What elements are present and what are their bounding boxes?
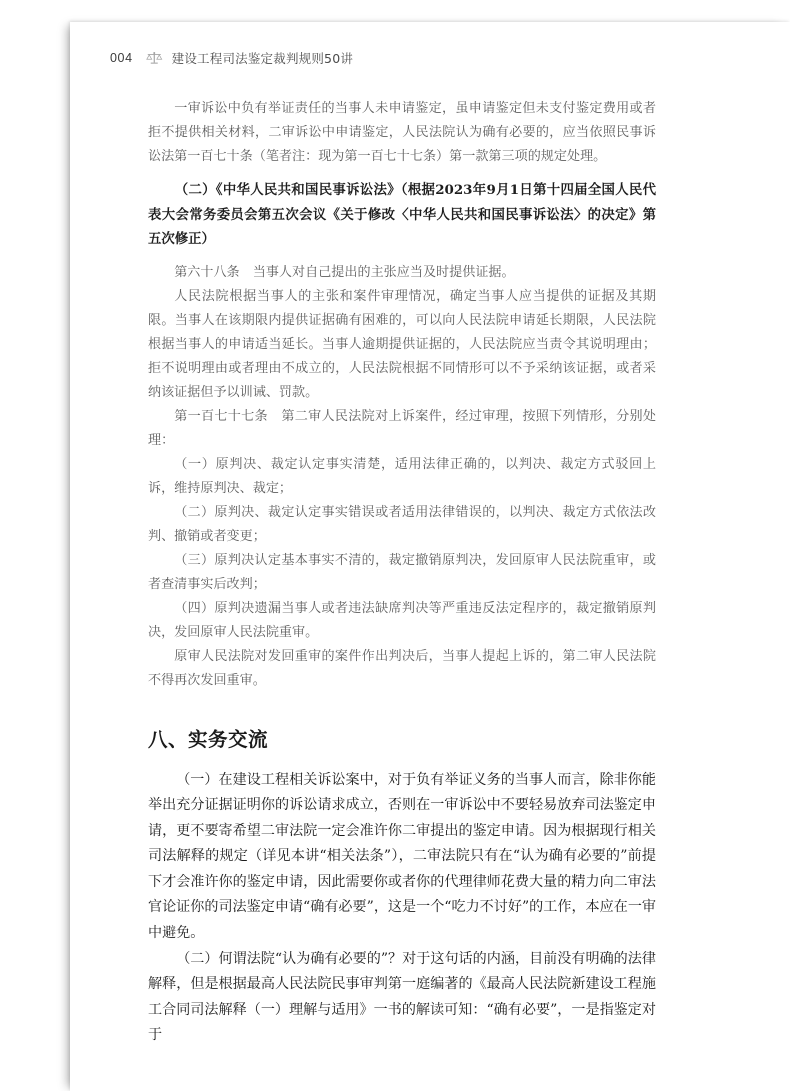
- intro-paragraph: 一审诉讼中负有举证责任的当事人未申请鉴定，虽申请鉴定但未支付鉴定费用或者拒不提供相关材料，二审诉讼中申请鉴定，人民法院认为确有必要的，应当依照民事诉讼法第一百七十条（笔者注：现为第一百七十七条）第一款第三项的规定处理。: [148, 101, 656, 164]
- commentary-paragraph: （一）在建设工程相关诉讼案中，对于负有举证义务的当事人而言，除非你能举出充分证据证明你的诉讼请求成立，否则在一审诉讼中不要轻易放弃司法鉴定申请，更不要寄希望二审法院一定会准许你二审提出的鉴定申请。因为根据现行相关司法解释的规定（详见本讲“相关法条”），二审法院只有在“认为确有必要的”前提下才会准许你的鉴定申请，因此需要你或者你的代理律师花费大量的精力向二审法官论证你的司法鉴定申请“确有必要”，这是一个“吃力不讨好”的工作，本应在一审中避免。: [148, 771, 657, 942]
- practice-commentary-block: [148, 768, 656, 1050]
- statute-quote-block: [148, 97, 656, 169]
- text-column: [148, 97, 656, 1049]
- statute-paragraph: （二）原判决、裁定认定事实错误或者适用法律错误的，以判决、裁定方式依法改判、撤销或者变更；: [148, 504, 656, 544]
- book-page-sheet: [70, 22, 790, 1091]
- statute-paragraph: （一）原判决、裁定认定事实清楚，适用法律正确的，以判决、裁定方式驳回上诉，维持原判决、裁定；: [148, 456, 656, 496]
- statute-paragraph: 原审人民法院对发回重审的案件作出判决后，当事人提起上诉的，第二审人民法院不得再次发回重审。: [148, 648, 656, 688]
- statute-paragraph: 人民法院根据当事人的主张和案件审理情况，确定当事人应当提供的证据及其期限。当事人在该期限内提供证据确有困难的，可以向人民法院申请延长期限，人民法院根据当事人的申请适当延长。当事人逾期提供证据的，人民法院应当责令其说明理由；拒不说明理由或者理由不成立的，人民法院根据不同情形可以不予采纳该证据，或者采纳该证据但予以训诫、罚款。: [148, 288, 656, 400]
- statute-paragraph: （四）原判决遗漏当事人或者违法缺席判决等严重违反法定程序的，裁定撤销原判决，发回原审人民法院重审。: [148, 600, 656, 640]
- commentary-paragraph: （二）何谓法院“认为确有必要的”？对于这句话的内涵，目前没有明确的法律解释，但是根据最高人民法院民事审判第一庭编著的《最高人民法院新建设工程施工合同司法解释（一）理解与适用》一书的解读可知：“确有必要”，一是指鉴定对于: [148, 950, 656, 1044]
- scales-of-justice-icon: [146, 51, 163, 66]
- statute-articles-block: [148, 261, 656, 693]
- section-heading-practice: 八、实务交流: [148, 727, 269, 751]
- statute-paragraph: 第六十八条 当事人对自己提出的主张应当及时提供证据。: [174, 264, 515, 280]
- running-head: [110, 49, 353, 67]
- statute-paragraph: 第一百七十七条 第二审人民法院对上诉案件，经过审理，按照下列情形，分别处理：: [148, 408, 656, 448]
- law-subheading: （二）《中华人民共和国民事诉讼法》（根据2023年9月1日第十四届全国人民代表大会常务委员会第五次会议《关于修改〈中华人民共和国民事诉讼法〉的决定》第五次修正）: [148, 182, 656, 247]
- statute-paragraph: （三）原判决认定基本事实不清的，裁定撤销原判决，发回原审人民法院重审，或者查清事实后改判；: [148, 552, 656, 592]
- book-title: 建设工程司法鉴定裁判规则50讲: [171, 51, 354, 66]
- page-number: 004: [110, 51, 133, 65]
